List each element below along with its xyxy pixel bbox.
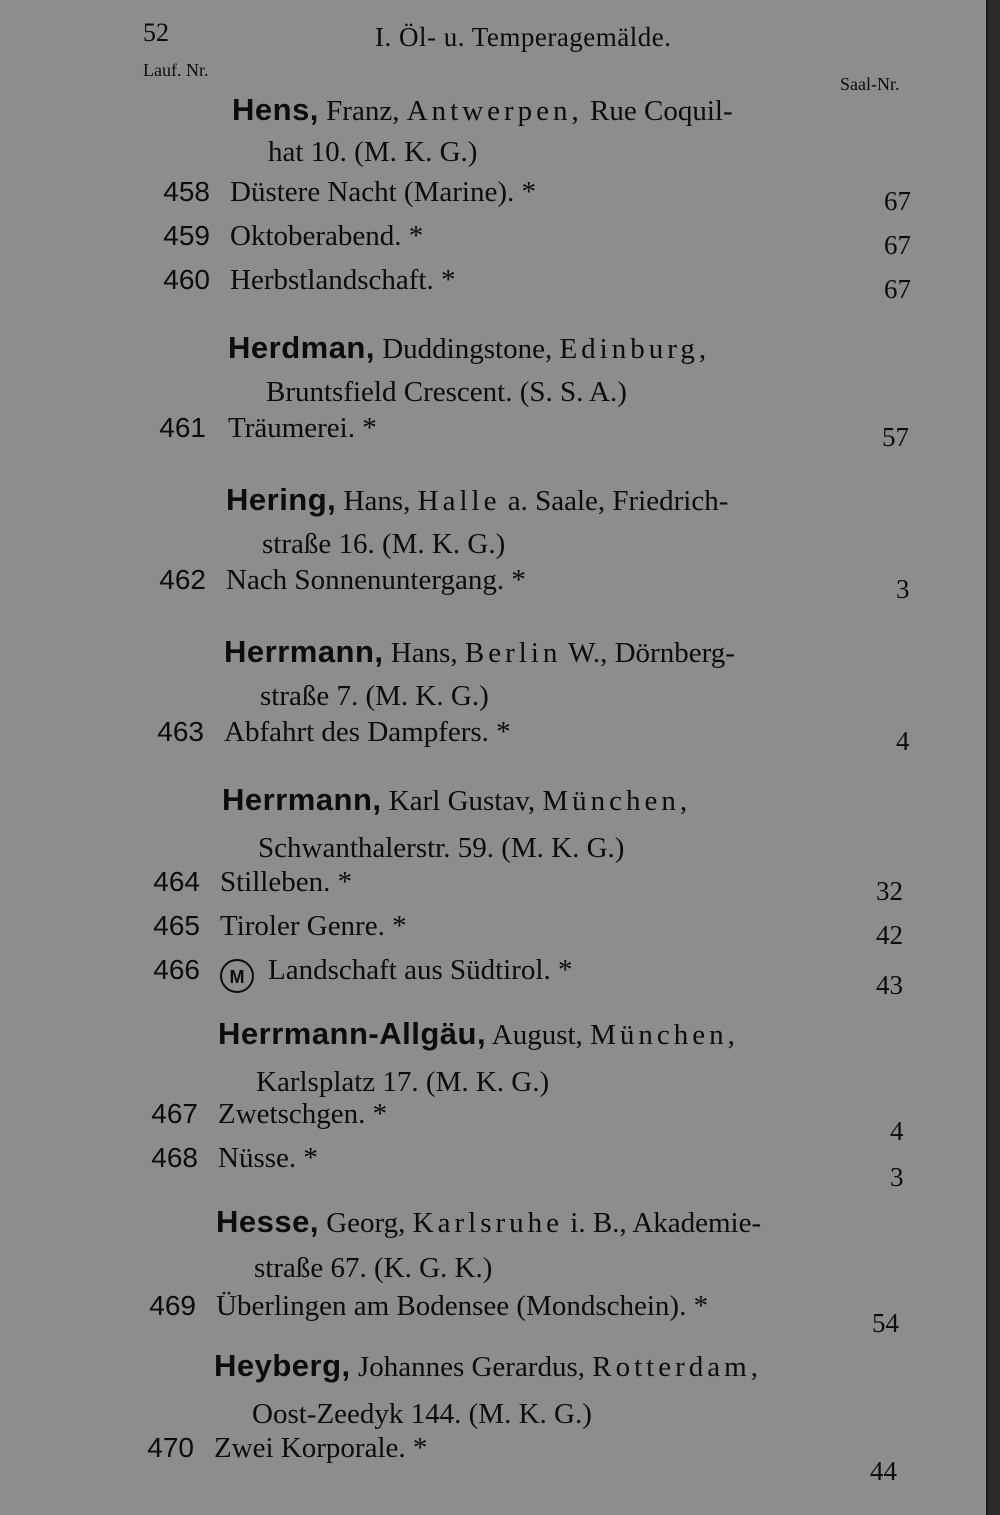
artist-name: Herrmann, bbox=[224, 634, 384, 669]
artist-name: Herdman, bbox=[228, 330, 375, 365]
list-item bbox=[146, 412, 986, 452]
museum-mark-icon: M bbox=[220, 959, 254, 993]
artist-name: Hering, bbox=[226, 482, 337, 517]
list-item bbox=[138, 1142, 986, 1192]
work-title: Tiroler Genre. * bbox=[220, 910, 407, 942]
lauf-nr: 468 bbox=[151, 1142, 198, 1173]
work-title: Herbstlandschaft. * bbox=[230, 264, 456, 296]
artist-city: Antwerpen, bbox=[406, 95, 583, 127]
artist-city: Halle bbox=[417, 485, 501, 517]
work-title: Träumerei. * bbox=[228, 412, 377, 444]
artist-city: Rotterdam, bbox=[592, 1351, 762, 1383]
list-item bbox=[150, 176, 986, 216]
list-item bbox=[134, 1432, 986, 1486]
list-item bbox=[150, 264, 986, 304]
saal-nr: 43 bbox=[876, 970, 903, 1000]
list-item bbox=[140, 866, 986, 906]
work-title: Abfahrt des Dampfers. * bbox=[224, 716, 511, 748]
lauf-nr: 464 bbox=[153, 866, 200, 897]
work-title: Überlingen am Bodensee (Mondschein). * bbox=[216, 1290, 709, 1322]
work-title: Düstere Nacht (Marine). * bbox=[230, 176, 536, 208]
page-number: 52 bbox=[143, 18, 169, 47]
artist-city: Berlin bbox=[464, 637, 562, 669]
saal-nr: 3 bbox=[896, 574, 910, 604]
artist-city: Karlsruhe bbox=[412, 1207, 564, 1239]
list-item bbox=[146, 564, 986, 604]
artist-address: straße 16. (M. K. G.) bbox=[262, 528, 506, 560]
artist-address: Oost-Zeedyk 144. (M. K. G.) bbox=[252, 1398, 592, 1430]
section-title: I. Öl- u. Temperagemälde. bbox=[375, 22, 672, 52]
saal-nr: 67 bbox=[884, 230, 911, 260]
artist-name: Heyberg, bbox=[214, 1348, 351, 1383]
artist-name: Herrmann-Allgäu, bbox=[218, 1016, 487, 1051]
list-item bbox=[138, 1098, 986, 1146]
saal-nr: 57 bbox=[882, 422, 909, 452]
work-title: Nüsse. * bbox=[218, 1142, 318, 1174]
work-title: Landschaft aus Südtirol. * bbox=[268, 954, 573, 986]
work-title: Nach Sonnenuntergang. * bbox=[226, 564, 526, 596]
artist-city: München, bbox=[542, 785, 692, 817]
list-item bbox=[150, 220, 986, 260]
list-item bbox=[136, 1290, 986, 1338]
list-item bbox=[144, 716, 986, 756]
artist-address: Schwanthalerstr. 59. (M. K. G.) bbox=[258, 832, 625, 864]
lauf-nr: 469 bbox=[149, 1290, 196, 1321]
saal-nr: 67 bbox=[884, 274, 911, 304]
saal-nr: 42 bbox=[876, 920, 903, 950]
saal-nr: 32 bbox=[876, 876, 903, 906]
lauf-nr: 459 bbox=[163, 220, 210, 251]
lauf-nr: 460 bbox=[163, 264, 210, 295]
artist-city: München, bbox=[590, 1019, 739, 1051]
catalog-page: 52 I. Öl- u. Temperagemälde. Lauf. Nr. Saal-Nr. Hens, Franz, Antwerpen, Rue Coquil- hat 10. (M. K. G.) 458 Düstere Nacht (Marine). * 67 459 Oktoberabend. * 67 460 Herbstlandschaft. * 67 Herdman, Duddingstone, Edinburg, Bruntsfield Crescent. (S. S. A.) 461 Träumerei. * 57 Hering, Hans, Halle a. Saale, Friedrich- straße 16. (M. K. G.) 462 Nach Sonnenuntergang. * 3 Herrmann, Hans, Berlin W., Dörnberg- straße 7. (M. K. G.) 463 Abfahrt des Dampfers. * 4 Herrmann, Karl Gustav, München, Schwanthalerstr. 59. (M. K. G.) 464 Stilleben. * 32 465 Tiroler Genre. * 42 466 M Landschaft aus Südtirol. * 43 Herrmann-Allgäu, August, München, Karlsplatz 17. (M. K. G.) 467 Zwetschgen. * 4 468 Nüsse. * 3 Hesse, Georg, Karlsruhe i. B., Akademie- straße 67. (K. G. K.) 469 Überlingen am Bodensee (Mondschein). * 54 Heyberg, Johannes Gerardus, Rotterdam, Oost-Zeedyk 144. (M. K. G.) 470 Zwei Korporale. * 44 bbox=[0, 0, 988, 1515]
lauf-nr: 463 bbox=[157, 716, 204, 747]
artist-name: Herrmann, bbox=[222, 782, 382, 817]
artist-address: hat 10. (M. K. G.) bbox=[268, 136, 478, 168]
artist-address: Bruntsfield Crescent. (S. S. A.) bbox=[266, 376, 627, 408]
lauf-nr-label: Lauf. Nr. bbox=[143, 60, 209, 80]
saal-nr: 4 bbox=[896, 726, 910, 756]
lauf-nr: 458 bbox=[163, 176, 210, 207]
artist-address: straße 7. (M. K. G.) bbox=[260, 680, 489, 712]
list-item bbox=[140, 954, 986, 998]
artist-address: Karlsplatz 17. (M. K. G.) bbox=[256, 1066, 550, 1098]
saal-nr: 67 bbox=[884, 186, 911, 216]
work-title: Oktoberabend. * bbox=[230, 220, 424, 252]
lauf-nr: 466 bbox=[153, 954, 200, 985]
list-item bbox=[140, 910, 986, 950]
artist-name: Hens, bbox=[232, 92, 319, 127]
saal-nr: 54 bbox=[872, 1308, 899, 1338]
page-edge bbox=[988, 0, 1000, 1515]
lauf-nr: 461 bbox=[159, 412, 206, 443]
saal-nr: 44 bbox=[870, 1456, 897, 1486]
lauf-nr: 465 bbox=[153, 910, 200, 941]
artist-name: Hesse, bbox=[216, 1204, 319, 1239]
lauf-nr: 462 bbox=[159, 564, 206, 595]
saal-nr-label: Saal-Nr. bbox=[840, 74, 900, 94]
work-title: Zwetschgen. * bbox=[218, 1098, 388, 1130]
artist-city: Edinburg, bbox=[559, 333, 711, 365]
lauf-nr: 467 bbox=[151, 1098, 198, 1129]
saal-nr: 3 bbox=[890, 1162, 904, 1192]
saal-nr: 4 bbox=[890, 1116, 904, 1146]
work-title: Zwei Korporale. * bbox=[214, 1432, 428, 1464]
work-title: Stilleben. * bbox=[220, 866, 353, 898]
artist-address: straße 67. (K. G. K.) bbox=[254, 1252, 493, 1284]
lauf-nr: 470 bbox=[147, 1432, 194, 1463]
